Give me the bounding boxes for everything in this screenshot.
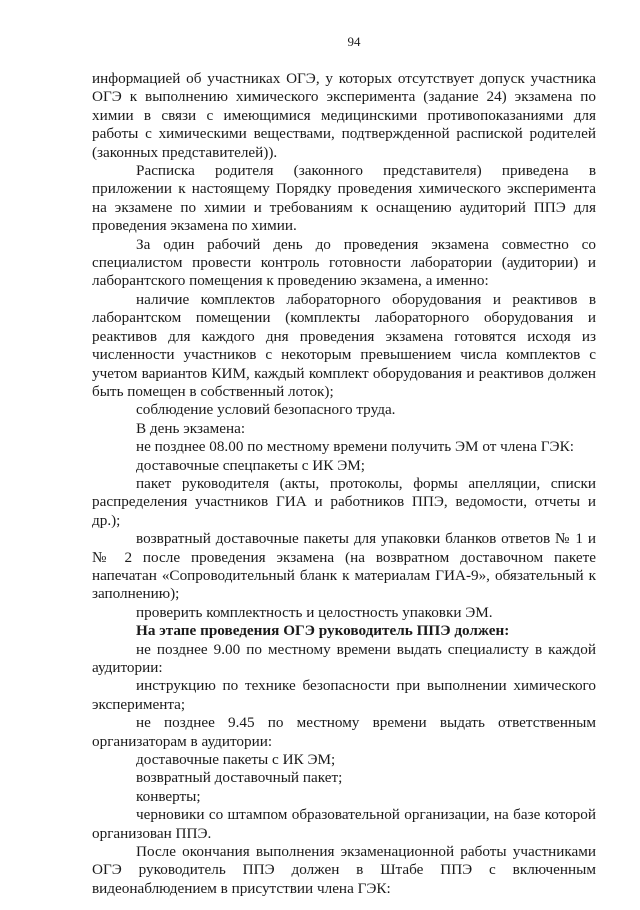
paragraph-safety-instruction: инструкцию по технике безопасности при выполнении химического эксперимента; — [92, 677, 596, 713]
paragraph-issue-organizers: не позднее 9.45 по местному времени выдать ответственным организаторам в аудитории: — [92, 714, 596, 750]
section-heading: На этапе проведения ОГЭ руководитель ППЭ должен: — [136, 622, 510, 640]
paragraph-delivery-packages-ik: доставочные пакеты с ИК ЭМ; — [136, 751, 336, 769]
paragraph-continuation: информацией об участниках ОГЭ, у которых отсутствует допуск участника ОГЭ к выполнению химического эксперимента (задание 24) экзамена по химии в связи с имеющимися медицинскими противопоказаниями для работы с химическими веществами, подтвержденной распиской родителей (законных представителей)). — [92, 70, 596, 161]
paragraph-head-package: пакет руководителя (акты, протоколы, формы апелляции, списки распределения участников ГИА и работников ППЭ, ведомости, отчеты и др.); — [92, 474, 596, 529]
paragraph-return-packages: возвратный доставочные пакеты для упаковки бланков ответов № 1 и № 2 после проведения экзамена (на возвратном доставочном пакете напечатан «Сопроводительный бланк к материалам ГИА-9», обязательный к заполнению); — [92, 530, 596, 603]
page-number: 94 — [347, 34, 361, 49]
paragraph-issue-specialist: не позднее 9.00 по местному времени выдать специалисту в каждой аудитории: — [92, 640, 596, 676]
paragraph-day-before: За один рабочий день до проведения экзамена совместно со специалистом провести контроль готовности лаборатории (аудитории) и лаборантского помещения к проведению экзамена, а именно: — [92, 235, 596, 290]
paragraph-receive-em: не позднее 08.00 по местному времени получить ЭМ от члена ГЭК: — [136, 438, 574, 456]
paragraph-exam-day: В день экзамена: — [136, 419, 246, 437]
paragraph-check-completeness: проверить комплектность и целостность упаковки ЭМ. — [136, 603, 493, 621]
paragraph-drafts: черновики со штампом образовательной организации, на базе которой организован ППЭ. — [92, 806, 596, 842]
paragraph-safety-conditions: соблюдение условий безопасного труда. — [136, 401, 396, 419]
paragraph-return-package: возвратный доставочный пакет; — [136, 769, 343, 787]
paragraph-after-exam: После окончания выполнения экзаменационной работы участниками ОГЭ руководитель ППЭ должен в Штабе ППЭ с включенным видеонаблюдением в присутствии члена ГЭК: — [92, 843, 596, 897]
paragraph-envelopes: конверты; — [136, 787, 201, 805]
paragraph-delivery-packages: доставочные спецпакеты с ИК ЭМ; — [136, 456, 365, 474]
paragraph-receipt: Расписка родителя (законного представителя) приведена в приложении к настоящему Порядку проведения химического эксперимента на экзамене по химии и требованиям к оснащению аудиторий ППЭ для проведения экзамена по химии. — [92, 162, 596, 235]
paragraph-equipment-sets: наличие комплектов лабораторного оборудования и реактивов в лаборантском помещении (комплекты лабораторного оборудования и реактивов для каждого дня проведения экзамена готовятся исходя из численности участников с некоторым превышением числа комплектов с учетом вариантов КИМ, каждый комплект оборудования и реактивов должен быть помещен в собственный лоток); — [92, 290, 596, 400]
